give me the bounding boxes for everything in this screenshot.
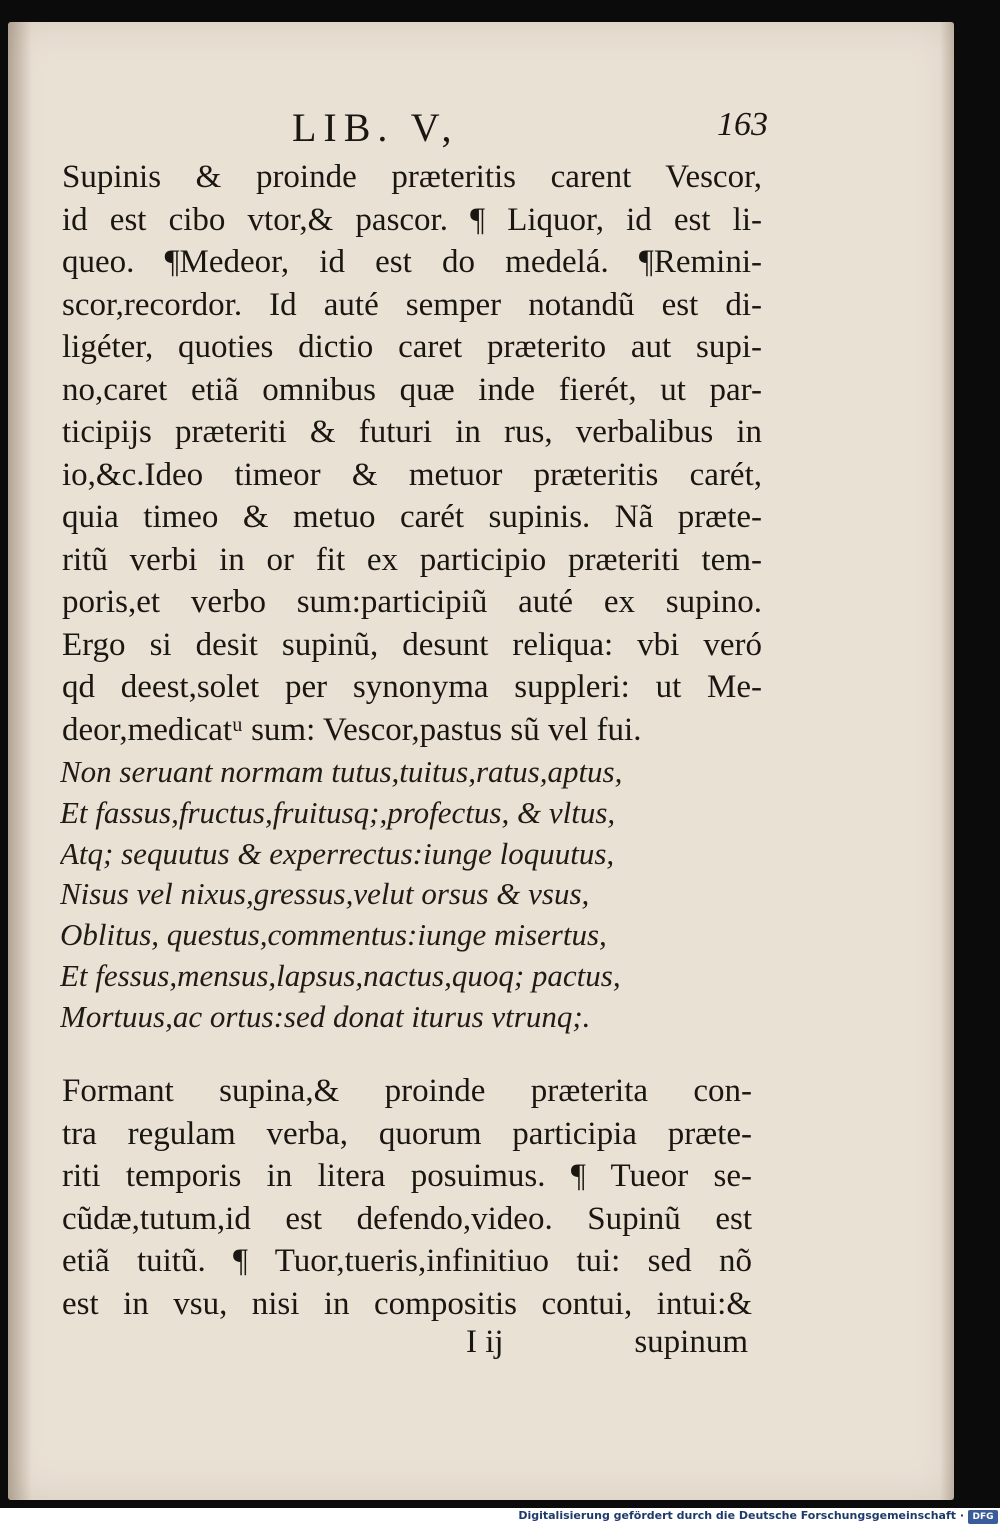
text-line: scor,recordor. Id auté semper notandũ est di- <box>62 286 762 323</box>
catchword: supinum <box>634 1324 748 1360</box>
text-line: Supinis & proinde præteritis carent Vescor, <box>62 159 762 195</box>
text-line: cũdæ,tutum,id est defendo,video. Supinũ est <box>62 1200 752 1237</box>
paragraph-2 <box>62 1070 752 1325</box>
running-head: LIB. V, <box>292 105 459 150</box>
verse-line: Nisus vel nixus,gressus,velut orsus & vsus, <box>60 876 590 912</box>
text-line: quia timeo & metuo carét supinis. Nã præte- <box>62 499 762 535</box>
footer-bar <box>0 1508 1000 1527</box>
text-line: id est cibo vtor,& pascor. ¶ Liquor, id est li- <box>62 201 762 238</box>
text-line: riti temporis in litera posuimus. ¶ Tueor se- <box>62 1158 752 1194</box>
text-line: deor,medicatᵘ sum: Vescor,pastus sũ vel fui. <box>62 711 642 748</box>
text-line: Ergo si desit supinũ, desunt reliqua: vbi veró <box>62 626 762 663</box>
page-header <box>292 104 782 154</box>
text-line: ticipijs præteriti & futuri in rus, verbalibus in <box>62 414 762 450</box>
page-number: 163 <box>717 106 768 143</box>
text-line: io,&c.Ideo timeor & metuor præteritis carét, <box>62 456 762 493</box>
verse-block <box>60 752 740 1038</box>
text-line: ligéter, quoties dictio caret præterito aut supi- <box>62 329 762 365</box>
text-line: Formant supina,& proinde præterita con- <box>62 1073 752 1109</box>
verse-line: Et fessus,mensus,lapsus,nactus,quoq; pactus, <box>60 957 621 993</box>
verse-line: Et fassus,fructus,fruitusq;,profectus, & vltus, <box>60 794 616 830</box>
page-edge-shadow <box>940 22 954 1500</box>
dfg-logo-icon: DFG <box>968 1510 998 1524</box>
text-line: qd deest,solet per synonyma suppleri: ut Me- <box>62 669 762 705</box>
text-line: ritũ verbi in or fit ex participio præteriti tem- <box>62 541 762 578</box>
text-line: no,caret etiã omnibus quæ inde fierét, ut par- <box>62 371 762 408</box>
funding-credit: Digitalisierung gefördert durch die Deutsche Forschungsgemeinschaft · <box>518 1509 964 1522</box>
text-line: est in vsu, nisi in compositis contui, intui:& <box>62 1285 752 1322</box>
verse-line: Mortuus,ac ortus:sed donat iturus vtrunq;. <box>60 998 591 1034</box>
signature-mark: I ij <box>466 1324 504 1360</box>
text-line: poris,et verbo sum:participiũ auté ex supino. <box>62 584 762 620</box>
verse-line: Non seruant normam tutus,tuitus,ratus,aptus, <box>60 754 623 789</box>
paragraph-1 <box>62 156 762 751</box>
catchline <box>466 1324 748 1370</box>
text-line: queo. ¶Medeor, id est do medelá. ¶Remini- <box>62 244 762 280</box>
text-line: etiã tuitũ. ¶ Tuor,tueris,infinitiuo tui: sed nõ <box>62 1243 752 1279</box>
verse-line: Oblitus, questus,commentus:iunge misertus, <box>60 917 607 953</box>
verse-line: Atq; sequutus & experrectus:iunge loquutus, <box>60 835 615 871</box>
text-line: tra regulam verba, quorum participia præte- <box>62 1115 752 1152</box>
page-gutter-shadow <box>8 22 32 1500</box>
